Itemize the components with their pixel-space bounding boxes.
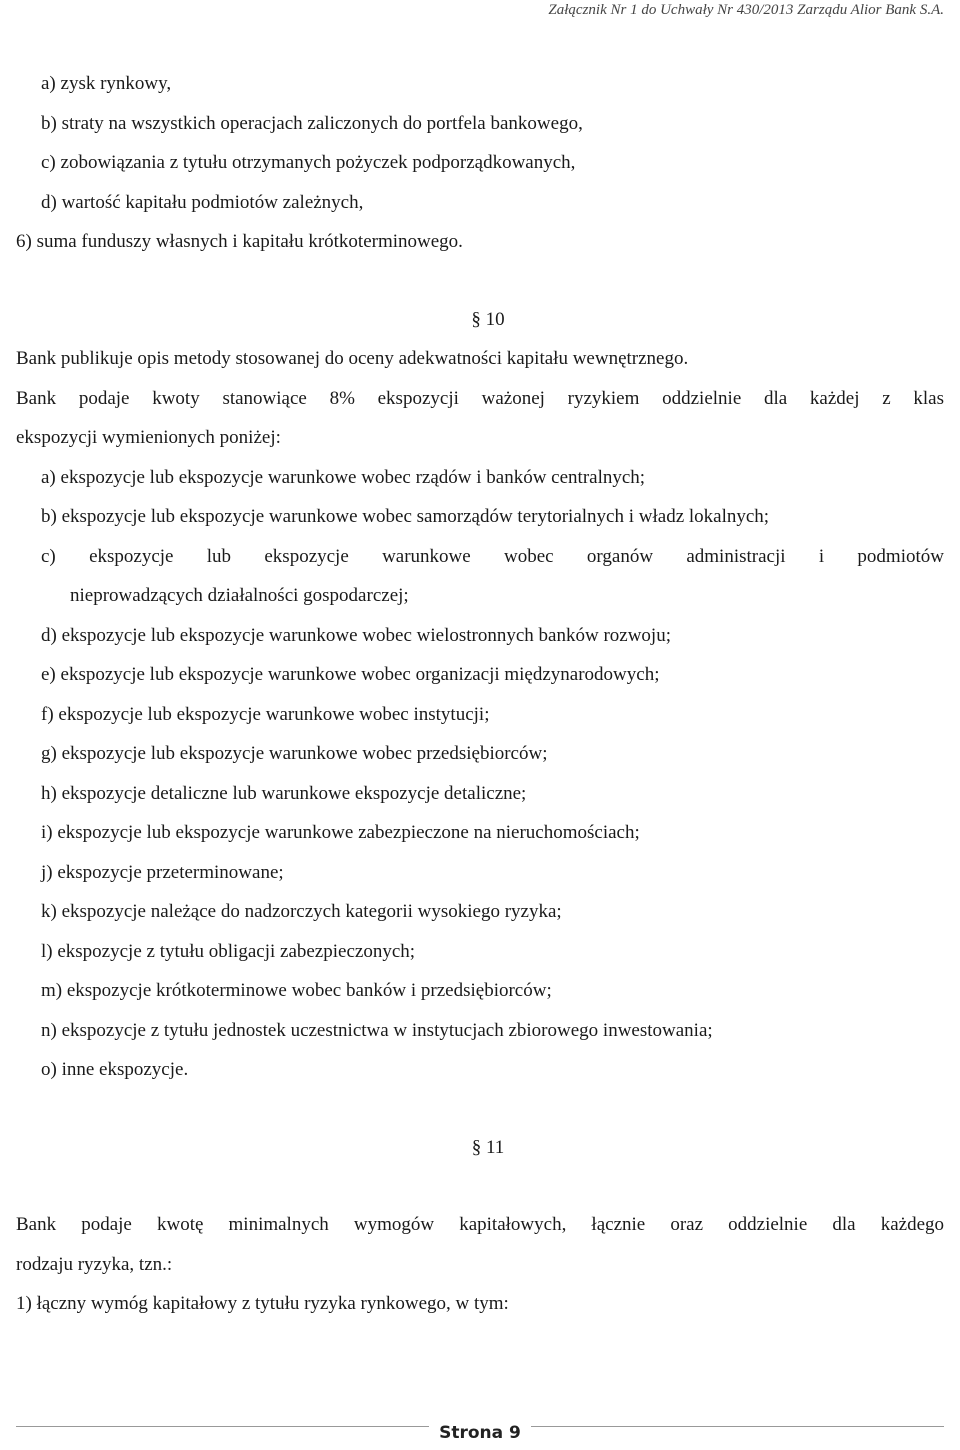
- page-footer: [0, 1420, 960, 1446]
- list-item: d) wartość kapitału podmiotów zależnych,: [41, 191, 364, 213]
- paragraph: [16, 379, 944, 458]
- list-item: m) ekspozycje krótkoterminowe wobec banków i przedsiębiorców;: [41, 980, 552, 1001]
- list-item: 1) łączny wymóg kapitałowy z tytułu ryzyka rynkowego, w tym:: [16, 1293, 509, 1314]
- list-item-line: nieprowadzących działalności gospodarczej;: [70, 585, 409, 606]
- page-number: Strona 9: [429, 1420, 531, 1446]
- list-item-6: 6) suma funduszy własnych i kapitału krótkoterminowego.: [16, 231, 463, 252]
- paragraph-line: Bank podaje kwotę minimalnych wymogów kapitałowych, łącznie oraz oddzielnie dla każdego: [16, 1214, 944, 1235]
- document-header: Załącznik Nr 1 do Uchwały Nr 430/2013 Zarządu Alior Bank S.A.: [548, 2, 944, 18]
- list-item: n) ekspozycje z tytułu jednostek uczestnictwa w instytucjach zbiorowego inwestowania;: [41, 1019, 713, 1041]
- paragraph: [16, 1205, 944, 1284]
- list-item: d) ekspozycje lub ekspozycje warunkowe wobec wielostronnych banków rozwoju;: [41, 624, 671, 646]
- list-item: a) zysk rynkowy,: [41, 73, 172, 94]
- list-item: a) ekspozycje lub ekspozycje warunkowe wobec rządów i banków centralnych;: [41, 466, 646, 488]
- paragraph-line: ekspozycji wymienionych poniżej:: [16, 427, 281, 448]
- paragraph: Bank publikuje opis metody stosowanej do oceny adekwatności kapitału wewnętrznego.: [16, 348, 689, 369]
- list-item: h) ekspozycje detaliczne lub warunkowe ekspozycje detaliczne;: [41, 782, 527, 804]
- section-10-heading: § 10: [471, 308, 505, 330]
- list-item: [16, 537, 944, 616]
- list-item: l) ekspozycje z tytułu obligacji zabezpieczonych;: [41, 940, 416, 962]
- list-item: e) ekspozycje lub ekspozycje warunkowe wobec organizacji międzynarodowych;: [41, 664, 660, 685]
- list-item: f) ekspozycje lub ekspozycje warunkowe wobec instytucji;: [41, 703, 490, 725]
- list-item: o) inne ekspozycje.: [41, 1059, 189, 1080]
- list-item: i) ekspozycje lub ekspozycje warunkowe zabezpieczone na nieruchomościach;: [41, 822, 640, 843]
- list-item: k) ekspozycje należące do nadzorczych kategorii wysokiego ryzyka;: [41, 901, 562, 922]
- list-item-line: c) ekspozycje lub ekspozycje warunkowe wobec organów administracji i podmiotów: [41, 545, 944, 567]
- page-content: [16, 64, 944, 1324]
- list-item: g) ekspozycje lub ekspozycje warunkowe wobec przedsiębiorców;: [41, 743, 548, 764]
- paragraph-line: rodzaju ryzyka, tzn.:: [16, 1253, 173, 1275]
- list-item: c) zobowiązania z tytułu otrzymanych pożyczek podporządkowanych,: [41, 152, 576, 173]
- paragraph-line: Bank podaje kwoty stanowiące 8% ekspozycji ważonej ryzykiem oddzielnie dla każdej z klas: [16, 387, 944, 409]
- list-item: b) straty na wszystkich operacjach zaliczonych do portfela bankowego,: [41, 112, 583, 134]
- list-item: b) ekspozycje lub ekspozycje warunkowe wobec samorządów terytorialnych i władz lokalnych;: [41, 506, 770, 527]
- section-11-heading: § 11: [471, 1136, 505, 1158]
- list-item: j) ekspozycje przeterminowane;: [41, 861, 284, 883]
